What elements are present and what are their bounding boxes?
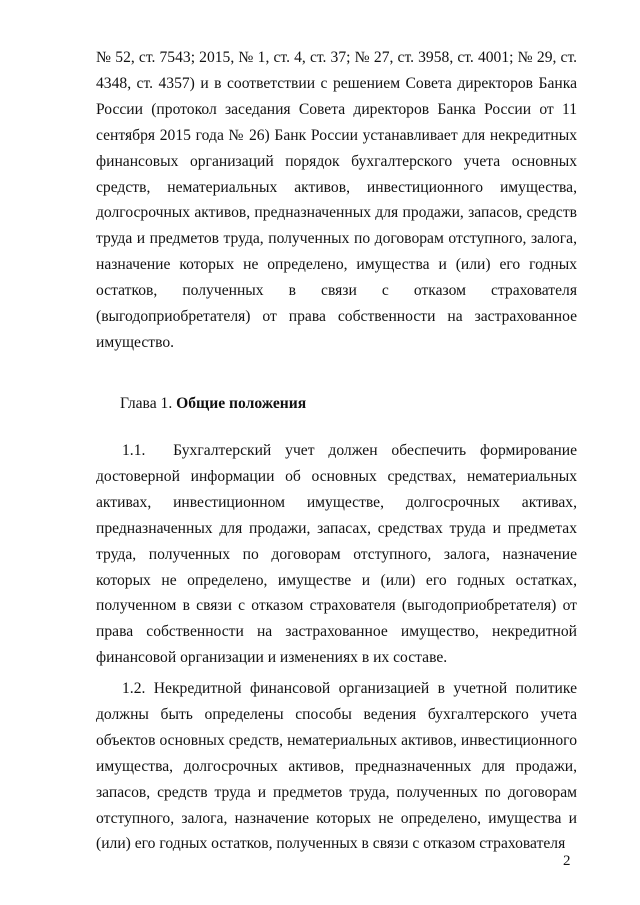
- paragraph-text: Бухгалтерский учет должен обеспечить формирование достоверной информации об основных средствах, нематериальных активах, инвестиционном имуществе, долгосрочных активах, предназначенных для продажи, запасах, средствах труда и предметах труда, полученных по договорам отступного, залога, назначение которых не определено, имуществе и (или) его годных остатках, полученном в связи с отказом страхователя (выгодоприобретателя) от права собственности на застрахованное имущество, некредитной финансовой организации и изменениях в их составе.: [96, 442, 578, 667]
- paragraph-number: 1.2.: [122, 680, 146, 697]
- chapter-prefix: Глава 1.: [120, 395, 173, 412]
- page-number: 2: [563, 853, 571, 869]
- paragraph-1-2: [96, 676, 577, 857]
- chapter-title: Общие положения: [176, 395, 307, 412]
- paragraph-number: 1.1.: [122, 442, 146, 459]
- intro-paragraph: № 52, ст. 7543; 2015, № 1, ст. 4, ст. 37; № 27, ст. 3958, ст. 4001; № 29, ст. 4348, ст. 4357) и в соответствии с решением Совета директоров Банка России (протокол заседания Совета директоров Банка России от 11 сентября 2015 года № 26) Банк России устанавливает для некредитных финансовых организаций порядок бухгалтерского учета основных средств, нематериальных активов, инвестиционного имущества, долгосрочных активов, предназначенных для продажи, запасов, средств труда и предметов труда, полученных по договорам отступного, залога, назначение которых не определено, имущества и (или) его годных остатков, полученных в связи с отказом страхователя (выгодоприобретателя) от права собственности на застрахованное имущество.: [96, 49, 577, 351]
- paragraph-1-1: [96, 438, 577, 671]
- chapter-heading: [120, 393, 306, 415]
- paragraph-text: Некредитной финансовой организацией в учетной политике должны быть определены способы ведения бухгалтерского учета объектов основных средств, нематериальных активов, инвестиционного имущества, долгосрочных активов, предназначенных для продажи, запасов, средств труда и предметов труда, полученных по договорам отступного, залога, назначение которых не определено, имущества и (или) его годных остатков, полученных в связи с отказом страхователя: [96, 680, 578, 853]
